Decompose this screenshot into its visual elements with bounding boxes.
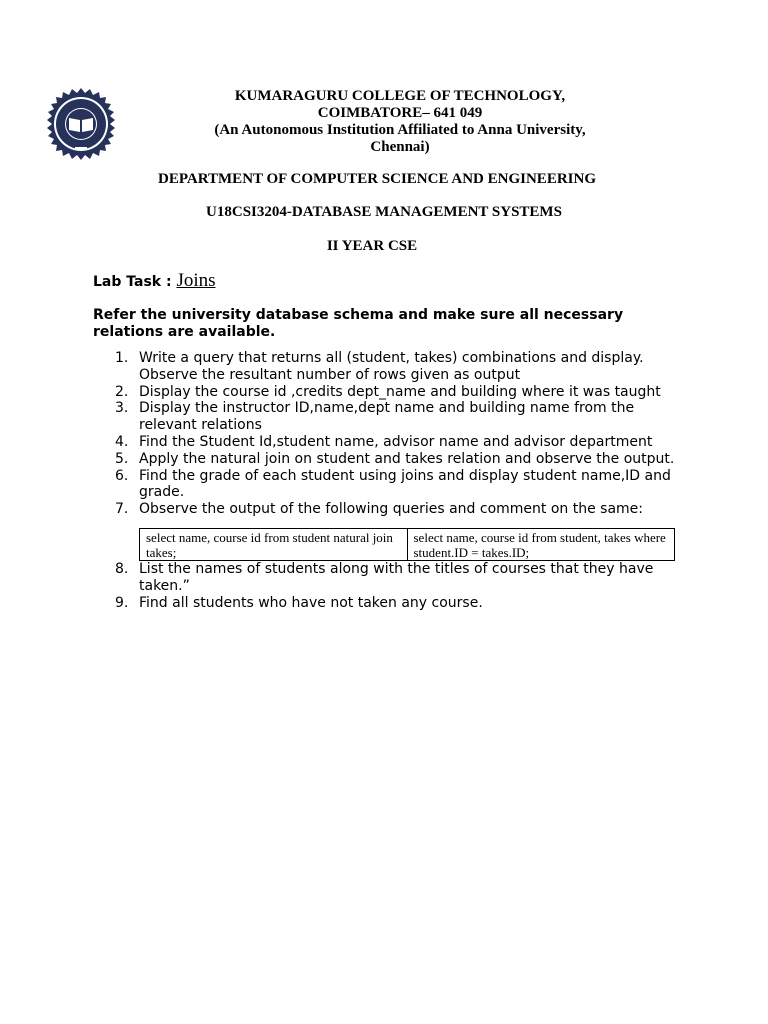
list-item [93,384,683,401]
college-city: COIMBATORE– 641 049 [317,105,483,121]
college-header [200,88,600,156]
list-text: Find the grade of each student using joins and display student name,ID and grade. [139,467,671,501]
department-title: DEPARTMENT OF COMPUTER SCIENCE AND ENGINEERING [158,171,596,187]
list-text: List the names of students along with the titles of courses that they have taken.” [139,560,654,594]
list-text: Display the course id ,credits dept_name and building where it was taught [139,383,661,400]
list-text: Write a query that returns all (student, takes) combinations and display. Observe the resultant number of rows given as output [139,350,644,383]
list-number: 7. [115,501,129,518]
year-title: II YEAR CSE [326,238,418,254]
query-equi-join: select name, course id from student, takes where student.ID = takes.ID; [407,528,675,560]
college-affiliation-city: Chennai) [370,139,430,155]
college-logo [44,87,118,161]
list-item [93,434,683,451]
list-text: Display the instructor ID,name,dept name and building name from the relevant relations [139,400,635,434]
list-number: 6. [115,467,129,484]
list-number: 9. [115,594,129,611]
list-item [93,451,683,468]
list-text: Find all students who have not taken any course. [139,594,483,611]
task-list [93,350,683,611]
list-item [93,468,683,502]
intro-text: Refer the university database schema and make sure all necessary relations are available. [93,307,624,340]
list-number: 4. [115,433,129,450]
college-name: KUMARAGURU COLLEGE OF TECHNOLOGY, [234,88,566,104]
lab-task-topic: Joins [176,270,216,291]
list-item [93,561,683,595]
list-item [93,501,683,518]
list-text: Observe the output of the following queries and comment on the same: [139,501,644,518]
list-number: 3. [115,400,129,417]
list-item [93,400,683,434]
list-text: Apply the natural join on student and takes relation and observe the output. [139,450,675,467]
list-item [93,350,683,384]
query-table [139,528,675,561]
list-number: 5. [115,450,129,467]
list-text: Find the Student Id,student name, advisor name and advisor department [139,433,653,450]
list-number: 8. [115,560,129,577]
list-number: 1. [115,350,129,366]
table-row [140,528,675,560]
lab-task-label: Lab Task : [93,274,172,290]
college-seal-icon [44,87,118,161]
list-number: 2. [115,383,129,400]
lab-task-heading [93,270,216,292]
college-affiliation: (An Autonomous Institution Affiliated to Anna University, [214,122,586,138]
course-title: U18CSI3204-DATABASE MANAGEMENT SYSTEMS [206,204,562,220]
list-item [93,595,683,612]
query-natural-join: select name, course id from student natural join takes; [140,528,408,560]
